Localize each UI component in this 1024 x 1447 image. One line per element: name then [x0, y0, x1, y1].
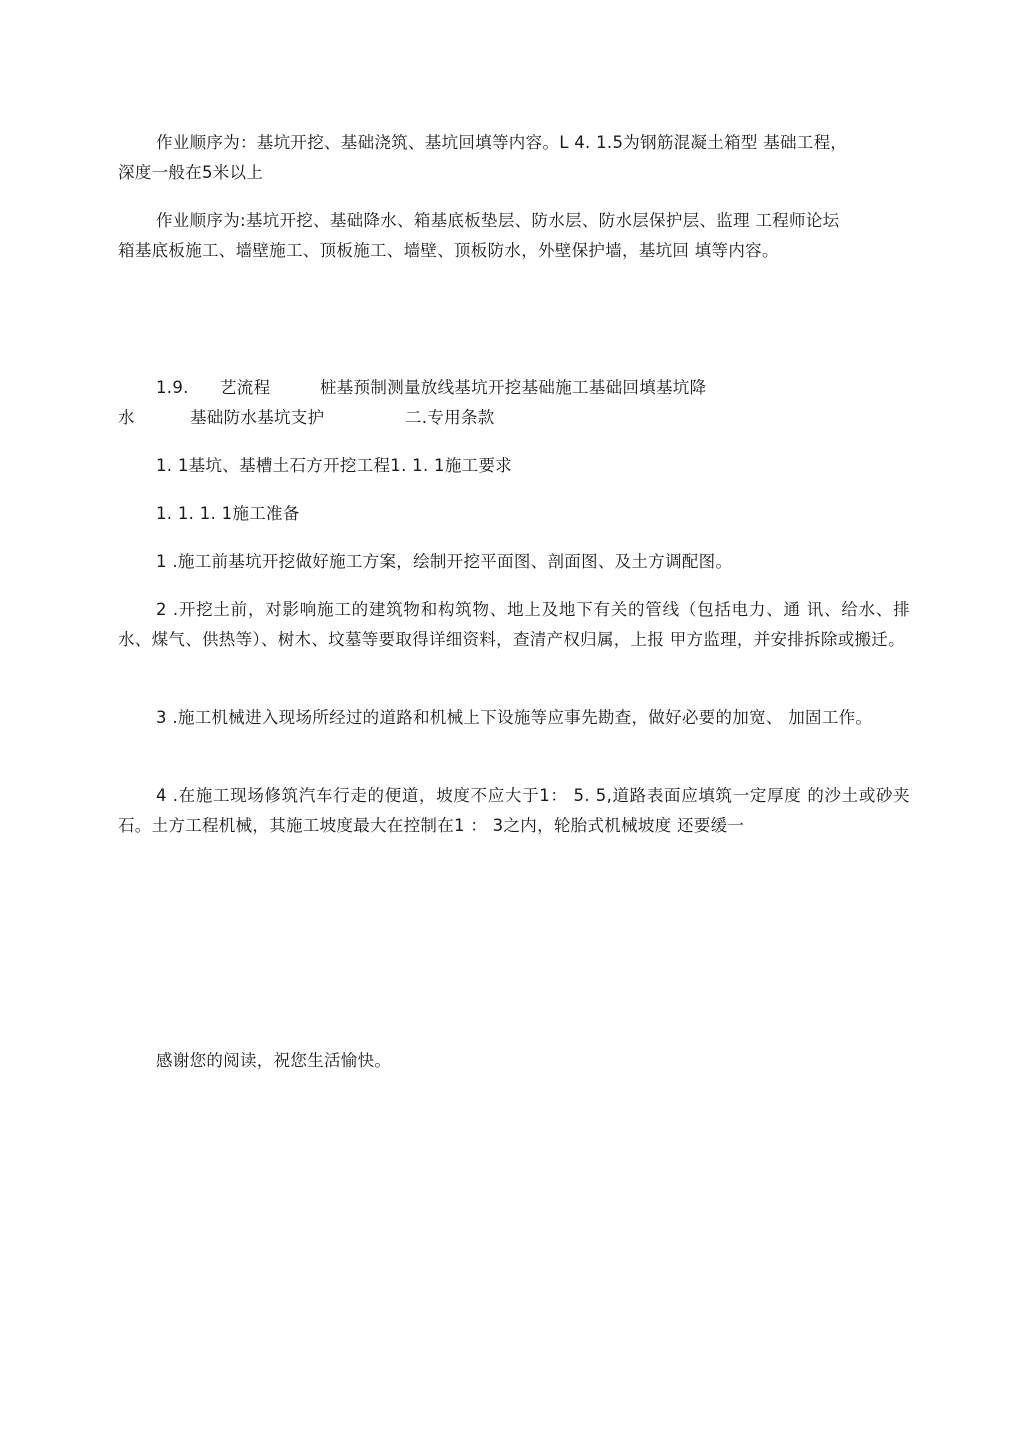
process-flow-continuation-2: 基础防水基坑支护: [190, 408, 325, 427]
heading-1-1: 1. 1基坑、基槽土石方开挖工程1. 1. 1施工要求: [156, 456, 513, 475]
paragraph-1-line-1: 作业顺序为：基坑开挖、基础浇筑、基坑回填等内容。L 4. 1.5为钢筋混凝土箱型 基础工程，: [156, 133, 848, 152]
paragraph-2-line-2: 箱基底板施工、墙壁施工、顶板施工、墙壁、顶板防水，外壁保护墙，基坑回 填等内容。: [118, 241, 779, 260]
heading-1-1-1-1: 1. 1. 1. 1施工准备: [156, 504, 300, 523]
paragraph-1-line-2: 深度一般在5米以上: [118, 163, 264, 182]
process-flow-number: 1.9.: [156, 378, 189, 397]
process-flow-steps: 桩基预制测量放线基坑开挖基础施工基础回填基坑降: [320, 378, 707, 397]
closing-message: 感谢您的阅读，祝您生活愉快。: [156, 1051, 392, 1070]
section-heading-special-terms: 二.专用条款: [405, 408, 495, 427]
paragraph-2-line-1: 作业顺序为:基坑开挖、基础降水、箱基底板垫层、防水层、防水层保护层、监理 工程师论坛: [156, 211, 840, 230]
list-item-3: 3 .施工机械进入现场所经过的道路和机械上下设施等应事先勘查，做好必要的加宽、 加固工作。: [156, 708, 873, 727]
list-item-4: 4 .在施工现场修筑汽车行走的便道，坡度不应大于1： 5. 5,道路表面应填筑一定厚度 的沙土或砂夹石。土方工程机械，其施工坡度最大在控制在1 ： 3之内，轮胎式机械坡度 还要缓一: [118, 786, 910, 835]
process-flow-continuation-1: 水: [118, 408, 135, 427]
list-item-2: 2 .开挖土前，对影响施工的建筑物和构筑物、地上及地下有关的管线（包括电力、通 讯、给水、排水、煤气、供热等）、树木、坟墓等要取得详细资料，查清产权归属，上报 甲方监理，并安排拆除或搬迁。: [118, 600, 910, 649]
process-flow-title: 艺流程: [220, 378, 271, 397]
list-item-1: 1 .施工前基坑开挖做好施工方案，绘制开挖平面图、剖面图、及土方调配图。: [156, 552, 733, 571]
